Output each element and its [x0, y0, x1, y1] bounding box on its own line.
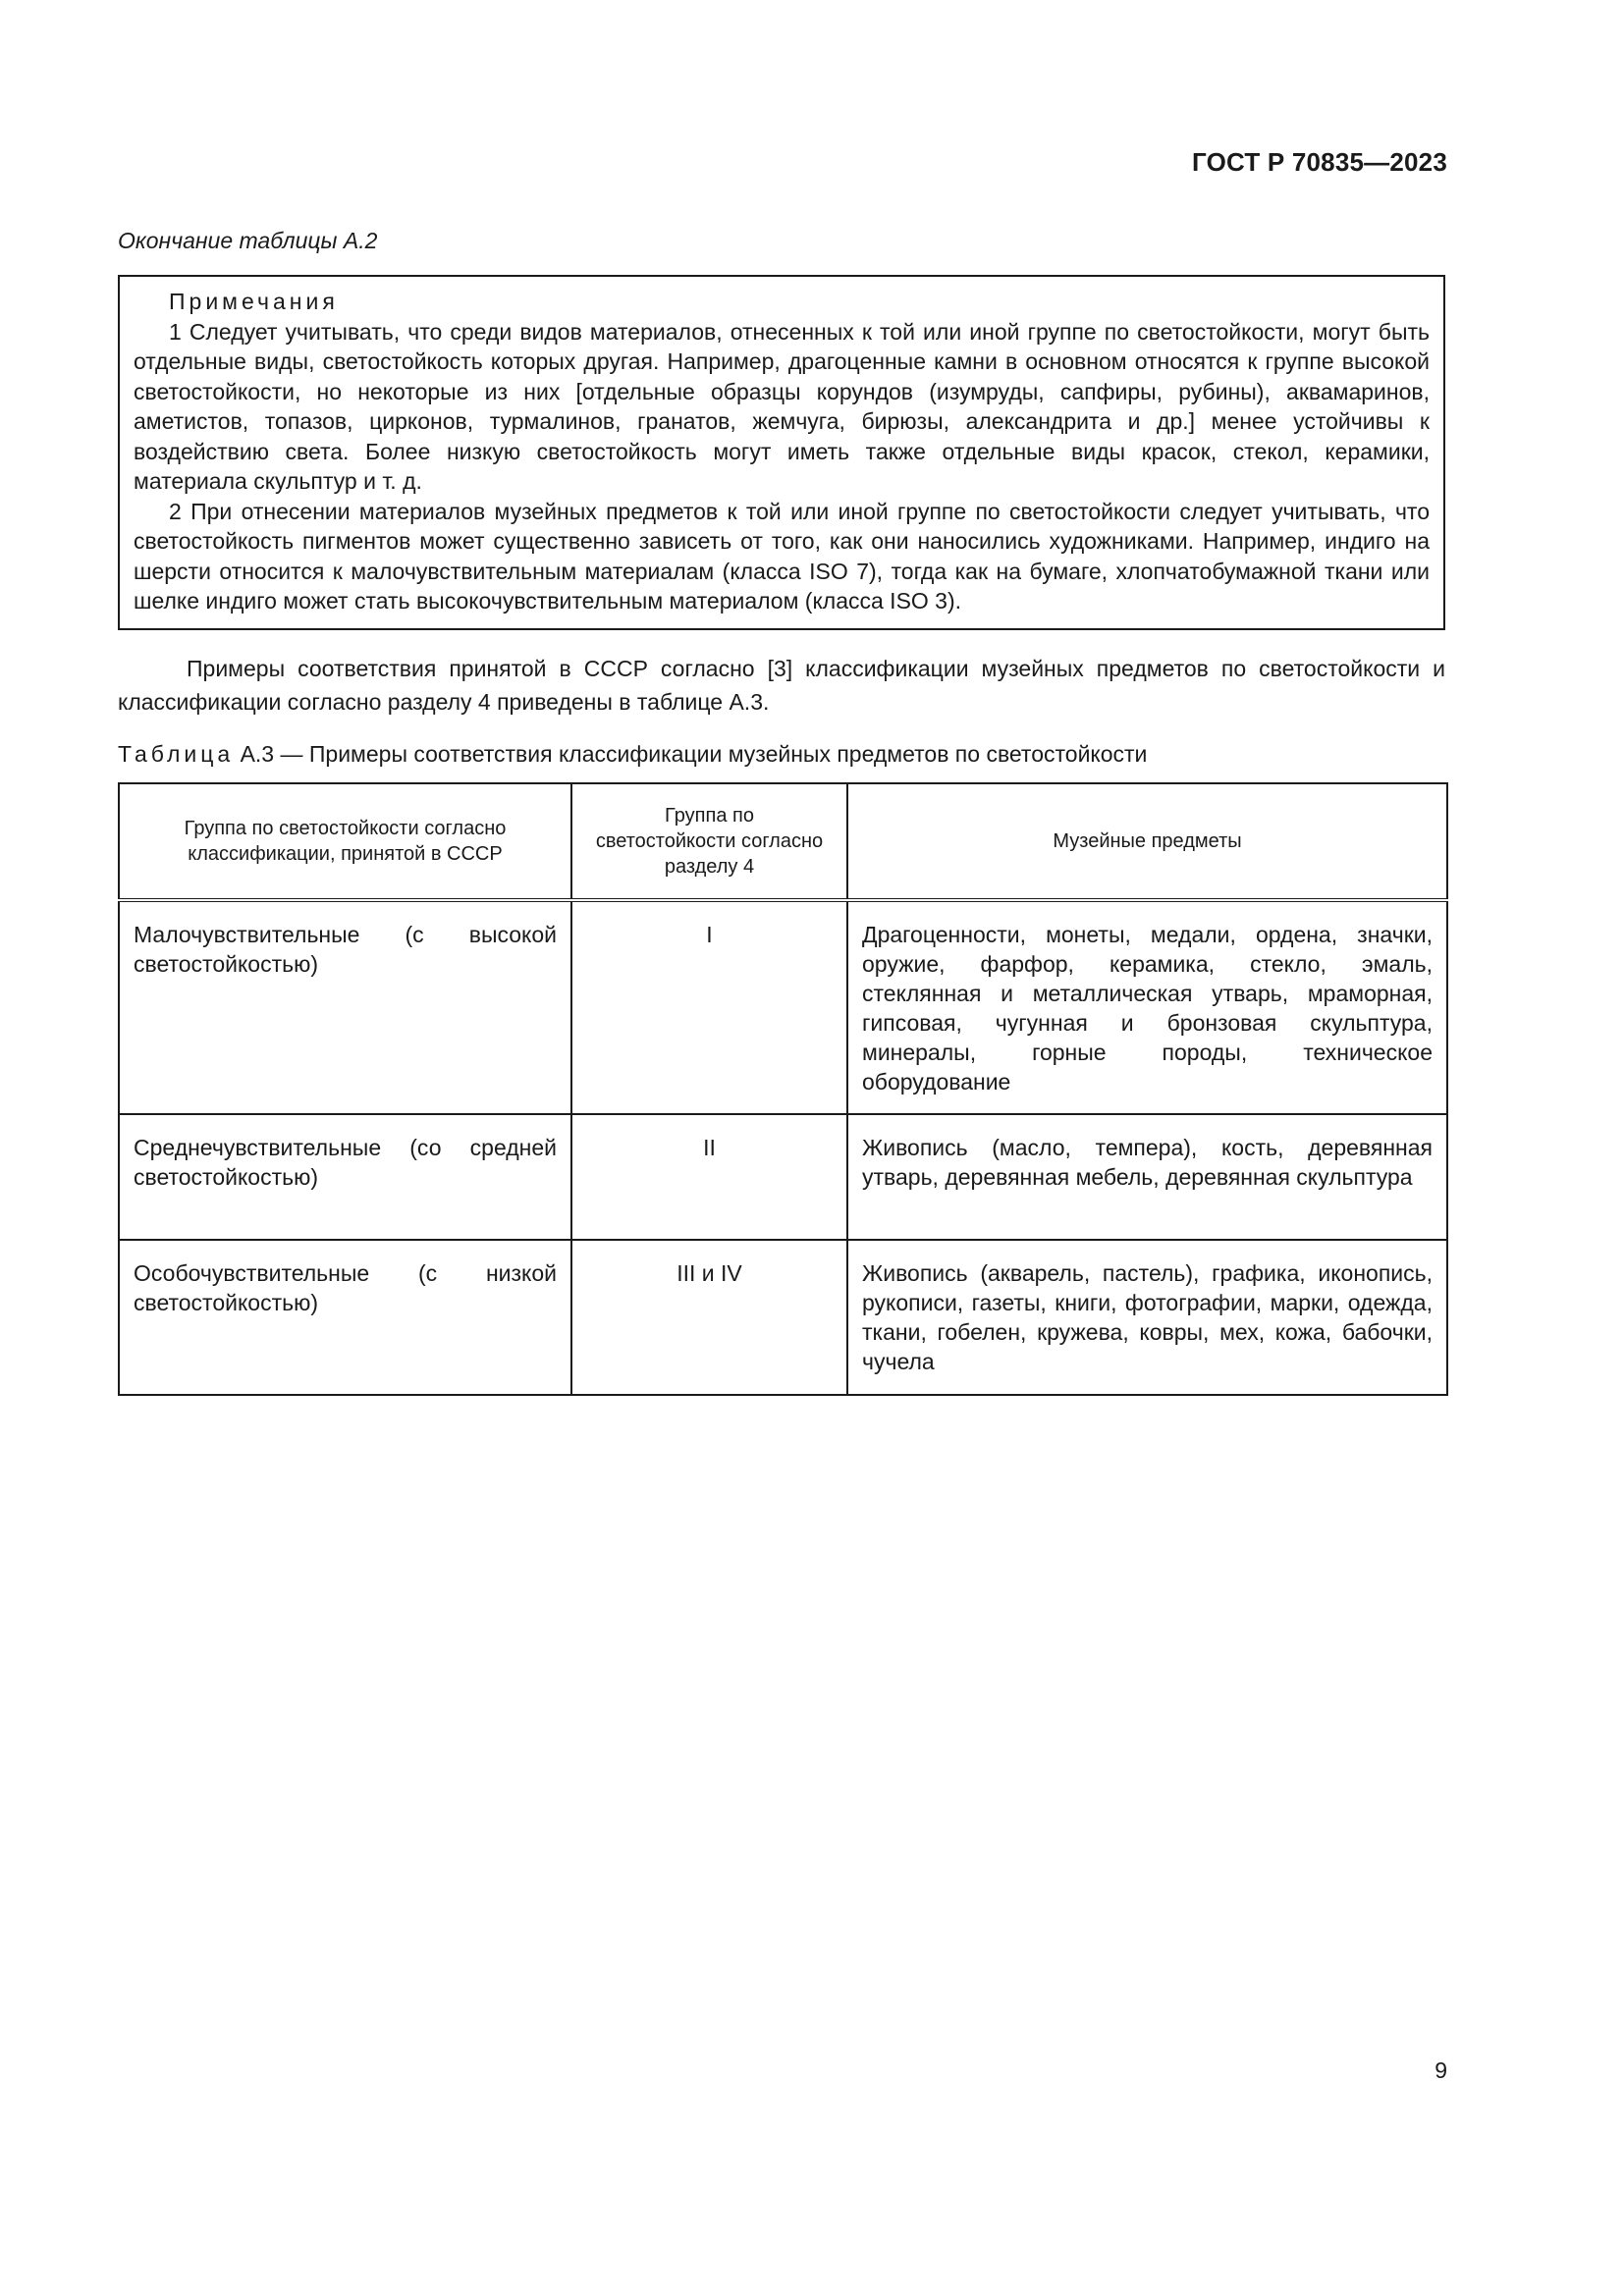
table-continuation-label: Окончание таблицы А.2: [118, 228, 378, 253]
table-caption-label: Таблица: [118, 741, 235, 767]
table-row: [119, 1240, 1447, 1395]
cell-group-section4: III и IV: [571, 1240, 847, 1395]
cell-museum-items: Живопись (акварель, пастель), графика, иконопись, рукописи, газеты, книги, фотографии, марки, одежда, ткани, гобелен, кружева, ковры, мех, кожа, бабочки, чучела: [847, 1240, 1447, 1395]
document-code: ГОСТ Р 70835—2023: [1192, 147, 1447, 177]
cell-group-section4: II: [571, 1114, 847, 1240]
header-group-ussr: Группа по светостойкости согласно классификации, принятой в СССР: [119, 783, 571, 900]
table-header-row: [119, 783, 1447, 900]
cell-group-ussr: Среднечувствительные (со средней светостойкостью): [119, 1114, 571, 1240]
page-number: 9: [1435, 2057, 1447, 2083]
notes-box: [118, 275, 1445, 630]
table-row: [119, 900, 1447, 1114]
cell-group-ussr: Особочувствительные (с низкой светостойкостью): [119, 1240, 571, 1395]
table-caption: [118, 741, 1147, 768]
cell-group-ussr: Малочувствительные (с высокой светостойкостью): [119, 900, 571, 1114]
header-museum-items: Музейные предметы: [847, 783, 1447, 900]
notes-title: Примечания: [169, 289, 339, 314]
header-group-section4: Группа по светостойкости согласно разделу 4: [571, 783, 847, 900]
table-row: [119, 1114, 1447, 1240]
table-caption-text: А.3 — Примеры соответствия классификации музейных предметов по светостойкости: [234, 741, 1148, 767]
cell-museum-items: Драгоценности, монеты, медали, ордена, значки, оружие, фарфор, керамика, стекло, эмаль, стеклянная и металлическая утварь, мраморная, гипсовая, чугунная и бронзовая скульптура, минералы, горные породы, техническое оборудование: [847, 900, 1447, 1114]
classification-table: [118, 782, 1448, 1396]
cell-group-section4: I: [571, 900, 847, 1114]
cell-museum-items: Живопись (масло, темпера), кость, деревянная утварь, деревянная мебель, деревянная скульптура: [847, 1114, 1447, 1240]
note-paragraph-1: 1 Следует учитывать, что среди видов материалов, отнесенных к той или иной группе по светостойкости, могут быть отдельные виды, светостойкость которых другая. Например, драгоценные камни в основном относятся к группе высокой светостойкости, но некоторые из них [отдельные образцы корундов (изумруды, сапфиры, рубины), аквамаринов, аметистов, топазов, цирконов, турмалинов, гранатов, жемчуга, бирюзы, александрита и др.] менее устойчивы к воздействию света. Более низкую светостойкость могут иметь также отдельные виды красок, стекол, керамики, материала скульптур и т. д.: [134, 318, 1430, 494]
note-paragraph-2: 2 При отнесении материалов музейных предметов к той или иной группе по светостойкости следует учитывать, что светостойкость пигментов может существенно зависеть от того, как они наносились художниками. Например, индиго на шерсти относится к малочувствительным материалам (класса ISO 7), тогда как на бумаге, хлопчатобумажной ткани или шелке индиго может стать высокочувствительным материалом (класса ISO 3).: [134, 498, 1430, 614]
intro-paragraph: Примеры соответствия принятой в СССР согласно [3] классификации музейных предметов по светостойкости и классификации согласно разделу 4 приведены в таблице А.3.: [118, 656, 1445, 715]
